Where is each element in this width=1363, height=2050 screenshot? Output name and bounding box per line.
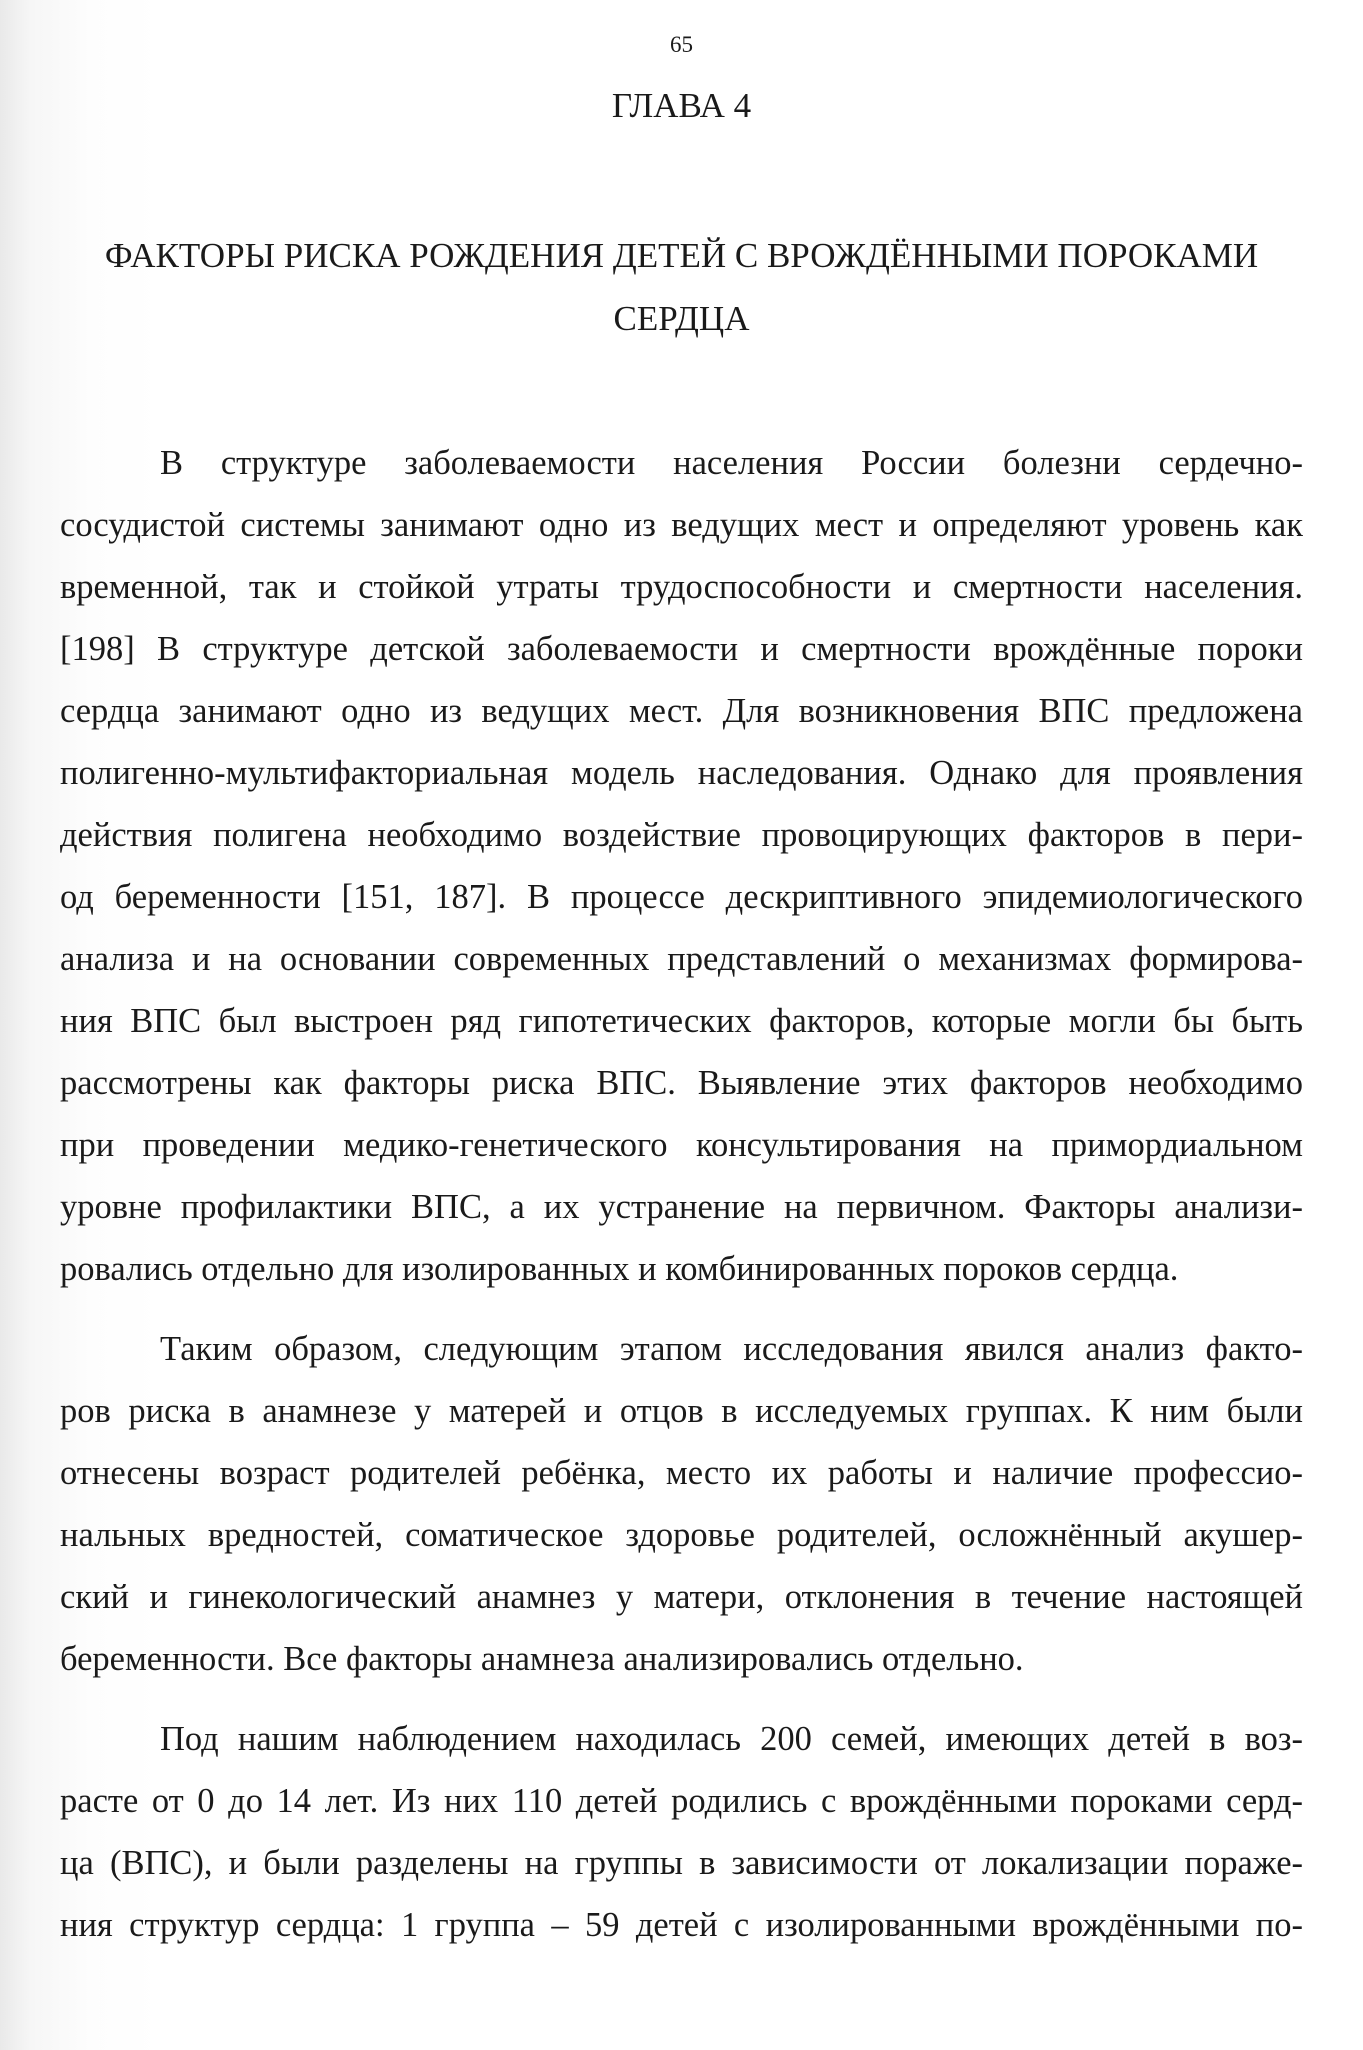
text-line: рассмотрены как факторы риска ВПС. Выявление этих факторов необходимо — [60, 1064, 1303, 1102]
body-text — [60, 432, 1303, 1974]
text-line: Таким образом, следующим этапом исследования явился анализ факто- — [160, 1330, 1303, 1368]
text-line: нальных вредностей, соматическое здоровье родителей, осложнённый акушер- — [60, 1516, 1303, 1554]
text-line: временной, так и стойкой утраты трудоспособности и смертности населения. — [60, 568, 1303, 606]
text-line: Под нашим наблюдением находилась 200 семей, имеющих детей в воз- — [160, 1720, 1303, 1758]
text-line: действия полигена необходимо воздействие провоцирующих факторов в пери- — [60, 816, 1303, 854]
page-number: 65 — [670, 32, 693, 57]
text-line: ров риска в анамнезе у матерей и отцов в исследуемых группах. К ним были — [60, 1392, 1303, 1430]
text-line: сосудистой системы занимают одно из ведущих мест и определяют уровень как — [60, 506, 1303, 544]
text-line: ния ВПС был выстроен ряд гипотетических факторов, которые могли бы быть — [60, 1002, 1303, 1040]
text-line: уровне профилактики ВПС, а их устранение на первичном. Факторы анализи- — [60, 1188, 1303, 1226]
text-line: сердца занимают одно из ведущих мест. Для возникновения ВПС предложена — [60, 692, 1303, 730]
text-line: анализа и на основании современных представлений о механизмах формирова- — [60, 940, 1303, 978]
paragraph-3 — [60, 1708, 1303, 1956]
text-line: полигенно-мультифакториальная модель наследования. Однако для проявления — [60, 754, 1303, 792]
text-line: ца (ВПС), и были разделены на группы в зависимости от локализации пораже- — [60, 1844, 1303, 1882]
text-line: отнесены возраст родителей ребёнка, место их работы и наличие профессио- — [60, 1454, 1303, 1492]
text-line: ния структур сердца: 1 группа – 59 детей с изолированными врождёнными по- — [60, 1906, 1303, 1944]
paragraph-1 — [60, 432, 1303, 1300]
text-line: ровались отдельно для изолированных и комбинированных пороков сердца. — [60, 1250, 1179, 1288]
chapter-label: ГЛАВА 4 — [611, 86, 752, 125]
text-line: В структуре заболеваемости населения России болезни сердечно- — [160, 444, 1303, 482]
chapter-title-line: СЕРДЦА — [613, 299, 750, 338]
text-line: расте от 0 до 14 лет. Из них 110 детей родились с врождёнными пороками серд- — [60, 1782, 1303, 1820]
text-line: при проведении медико-генетического консультирования на примордиальном — [60, 1126, 1303, 1164]
text-line: беременности. Все факторы анамнеза анализировались отдельно. — [60, 1640, 1024, 1678]
chapter-title-line: ФАКТОРЫ РИСКА РОЖДЕНИЯ ДЕТЕЙ С ВРОЖДЁННЫМИ ПОРОКАМИ — [104, 236, 1259, 275]
chapter-title — [60, 224, 1303, 350]
text-line: ский и гинекологический анамнез у матери, отклонения в течение настоящей — [60, 1578, 1303, 1616]
text-line: [198] В структуре детской заболеваемости и смертности врождённые пороки — [60, 630, 1303, 668]
text-line: од беременности [151, 187]. В процессе дескриптивного эпидемиологического — [60, 878, 1303, 916]
paragraph-2 — [60, 1318, 1303, 1690]
